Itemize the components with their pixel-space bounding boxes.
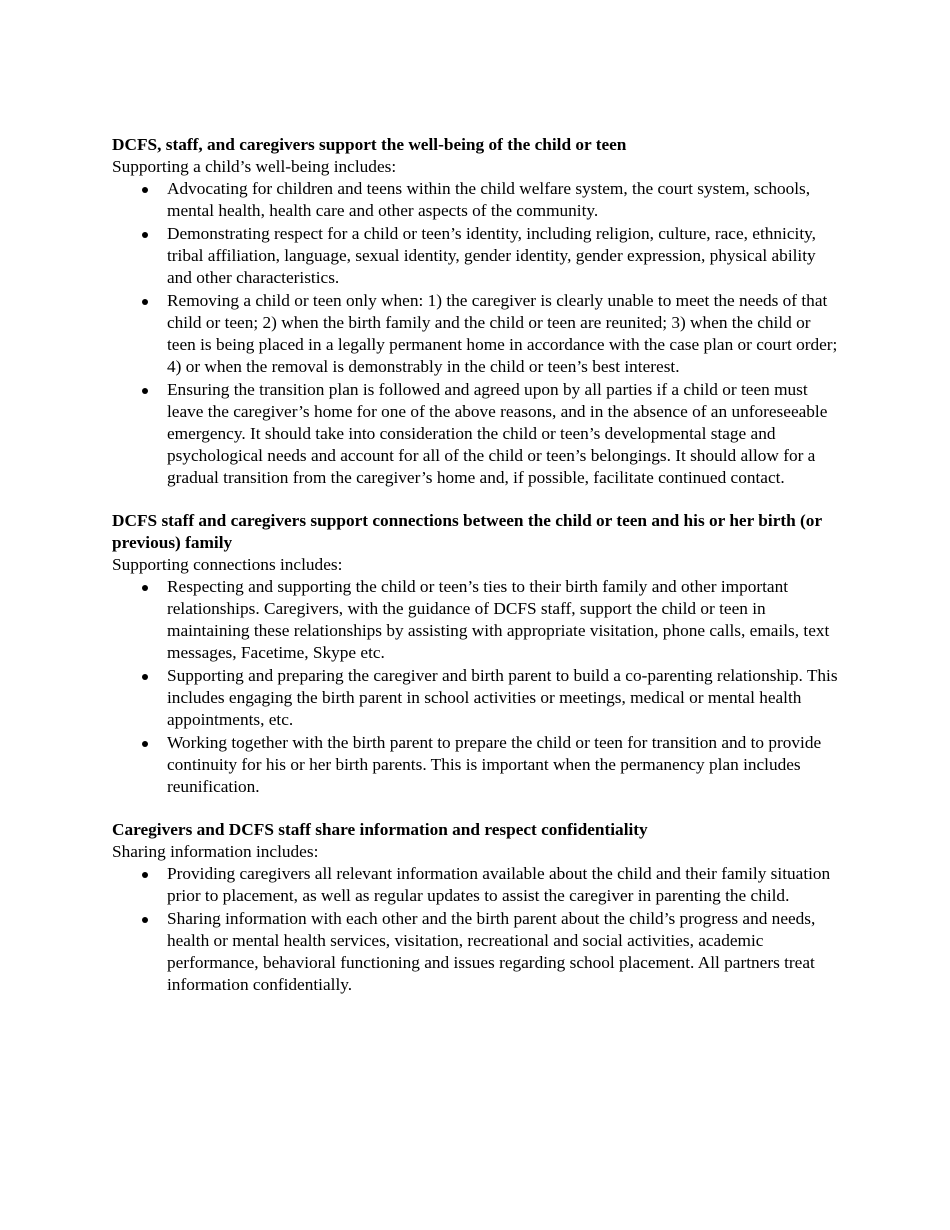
- bullet-icon: [142, 917, 148, 923]
- bullet-icon: [142, 232, 148, 238]
- section-heading: Caregivers and DCFS staff share information and respect confidentiality: [112, 820, 648, 839]
- bullet-icon: [142, 872, 148, 878]
- section-connections: [112, 510, 842, 798]
- list-item: [112, 178, 842, 222]
- list-item: [112, 379, 842, 489]
- bullet-icon: [142, 741, 148, 747]
- list-item-text: Working together with the birth parent to prepare the child or teen for transition and to provide continuity for his or her birth parents. This is important when the permanency plan includes reunification.: [167, 733, 822, 796]
- section-intro: Supporting a child’s well-being includes:: [112, 157, 397, 176]
- section-intro: Supporting connections includes:: [112, 555, 343, 574]
- section-information: [112, 819, 842, 996]
- bullet-list: [112, 178, 842, 489]
- bullet-icon: [142, 299, 148, 305]
- list-item: [112, 665, 842, 731]
- section-intro: Sharing information includes:: [112, 842, 319, 861]
- list-item-text: Removing a child or teen only when: 1) the caregiver is clearly unable to meet the needs of that child or teen; 2) when the birth family and the child or teen are reunited; 3) when the child or teen is being placed in a legally permanent home in accordance with the case plan or court order; 4) or when the removal is demonstrably in the child or teen’s best interest.: [167, 291, 838, 376]
- list-item-text: Providing caregivers all relevant information available about the child and their family situation prior to placement, as well as regular updates to assist the caregiver in parenting the child.: [167, 864, 831, 905]
- list-item-text: Ensuring the transition plan is followed and agreed upon by all parties if a child or teen must leave the caregiver’s home for one of the above reasons, and in the absence of an unforeseeable emergency. It should take into consideration the child or teen’s developmental stage and psychological needs and account for all of the child or teen’s belongings. It should allow for a gradual transition from the caregiver’s home and, if possible, facilitate continued contact.: [167, 380, 828, 487]
- list-item-text: Demonstrating respect for a child or teen’s identity, including religion, culture, race, ethnicity, tribal affiliation, language, sexual identity, gender identity, gender expression, physical ability and other characteristics.: [167, 224, 816, 287]
- bullet-icon: [142, 585, 148, 591]
- section-heading: DCFS, staff, and caregivers support the well-being of the child or teen: [112, 135, 627, 154]
- list-item: [112, 732, 842, 798]
- list-item-text: Advocating for children and teens within the child welfare system, the court system, schools, mental health, health care and other aspects of the community.: [167, 179, 811, 220]
- bullet-list: [112, 576, 842, 798]
- list-item: [112, 223, 842, 289]
- section-heading: DCFS staff and caregivers support connections between the child or teen and his or her birth (or previous) family: [112, 511, 822, 552]
- list-item: [112, 863, 842, 907]
- bullet-icon: [142, 674, 148, 680]
- list-item: [112, 576, 842, 664]
- section-well-being: [112, 134, 842, 489]
- list-item: [112, 908, 842, 996]
- list-item-text: Respecting and supporting the child or teen’s ties to their birth family and other important relationships. Caregivers, with the guidance of DCFS staff, support the child or teen in maintaining these relationships by assisting with appropriate visitation, phone calls, emails, text messages, Facetime, Skype etc.: [167, 577, 830, 662]
- bullet-icon: [142, 187, 148, 193]
- list-item-text: Sharing information with each other and the birth parent about the child’s progress and needs, health or mental health services, visitation, recreational and social activities, academic performance, behavioral functioning and issues regarding school placement. All partners treat information confidentially.: [167, 909, 816, 994]
- list-item: [112, 290, 842, 378]
- document-page: [112, 134, 842, 1017]
- bullet-icon: [142, 388, 148, 394]
- list-item-text: Supporting and preparing the caregiver and birth parent to build a co-parenting relationship. This includes engaging the birth parent in school activities or meetings, medical or mental health appointments, etc.: [167, 666, 838, 729]
- bullet-list: [112, 863, 842, 996]
